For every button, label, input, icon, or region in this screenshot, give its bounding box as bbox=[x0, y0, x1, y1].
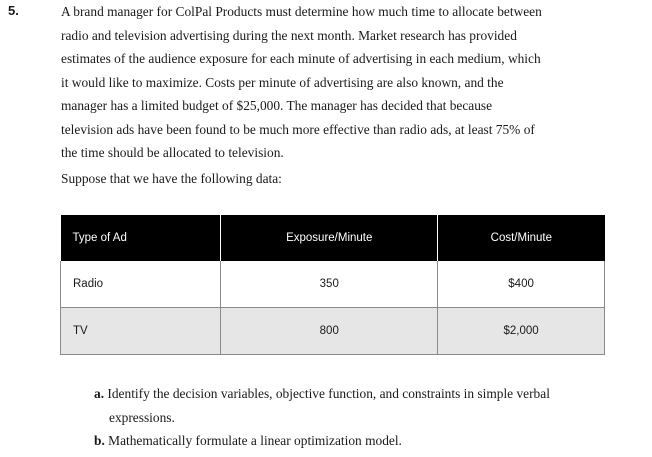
part-a bbox=[94, 382, 624, 406]
table-header-row bbox=[61, 215, 605, 261]
part-a-continuation: expressions. bbox=[109, 409, 175, 425]
table-row bbox=[61, 261, 605, 308]
header-cost-per-minute: Cost/Minute bbox=[438, 215, 605, 261]
statement-line: manager has a limited budget of $25,000. The manager has decided that because bbox=[61, 98, 493, 113]
part-a-text: Identify the decision variables, objective function, and constraints in simple verbal bbox=[107, 386, 550, 401]
part-b-text: Mathematically formulate a linear optimization model. bbox=[108, 433, 402, 448]
cell-ad-type: Radio bbox=[61, 261, 221, 308]
statement-line: radio and television advertising during the next month. Market research has provided bbox=[61, 27, 517, 43]
table-row bbox=[61, 308, 605, 355]
statement-line: the time should be allocated to television. bbox=[61, 145, 284, 160]
cell-exposure: 800 bbox=[221, 308, 438, 355]
statement-line: estimates of the audience exposure for each minute of advertising in each medium, which bbox=[61, 51, 541, 66]
question-number: 5. bbox=[8, 3, 19, 18]
cell-exposure: 350 bbox=[221, 261, 438, 308]
cell-ad-type: TV bbox=[61, 308, 221, 355]
cell-cost: $400 bbox=[438, 261, 605, 308]
statement-line: it would like to maximize. Costs per minute of advertising are also known, and the bbox=[61, 74, 504, 90]
part-a-label: a. bbox=[94, 386, 105, 401]
data-intro-text: Suppose that we have the following data: bbox=[61, 171, 282, 186]
cell-cost: $2,000 bbox=[438, 308, 605, 355]
statement-line: A brand manager for ColPal Products must determine how much time to allocate between bbox=[61, 4, 542, 19]
header-exposure-per-minute: Exposure/Minute bbox=[221, 215, 438, 261]
problem-statement bbox=[61, 0, 641, 165]
ad-data-table bbox=[60, 215, 605, 355]
part-b-label: b. bbox=[94, 433, 105, 448]
part-b bbox=[94, 429, 624, 453]
statement-line: television ads have been found to be much more effective than radio ads, at least 75% of bbox=[61, 121, 535, 137]
header-type-of-ad: Type of Ad bbox=[61, 215, 221, 261]
sub-questions bbox=[94, 382, 624, 453]
